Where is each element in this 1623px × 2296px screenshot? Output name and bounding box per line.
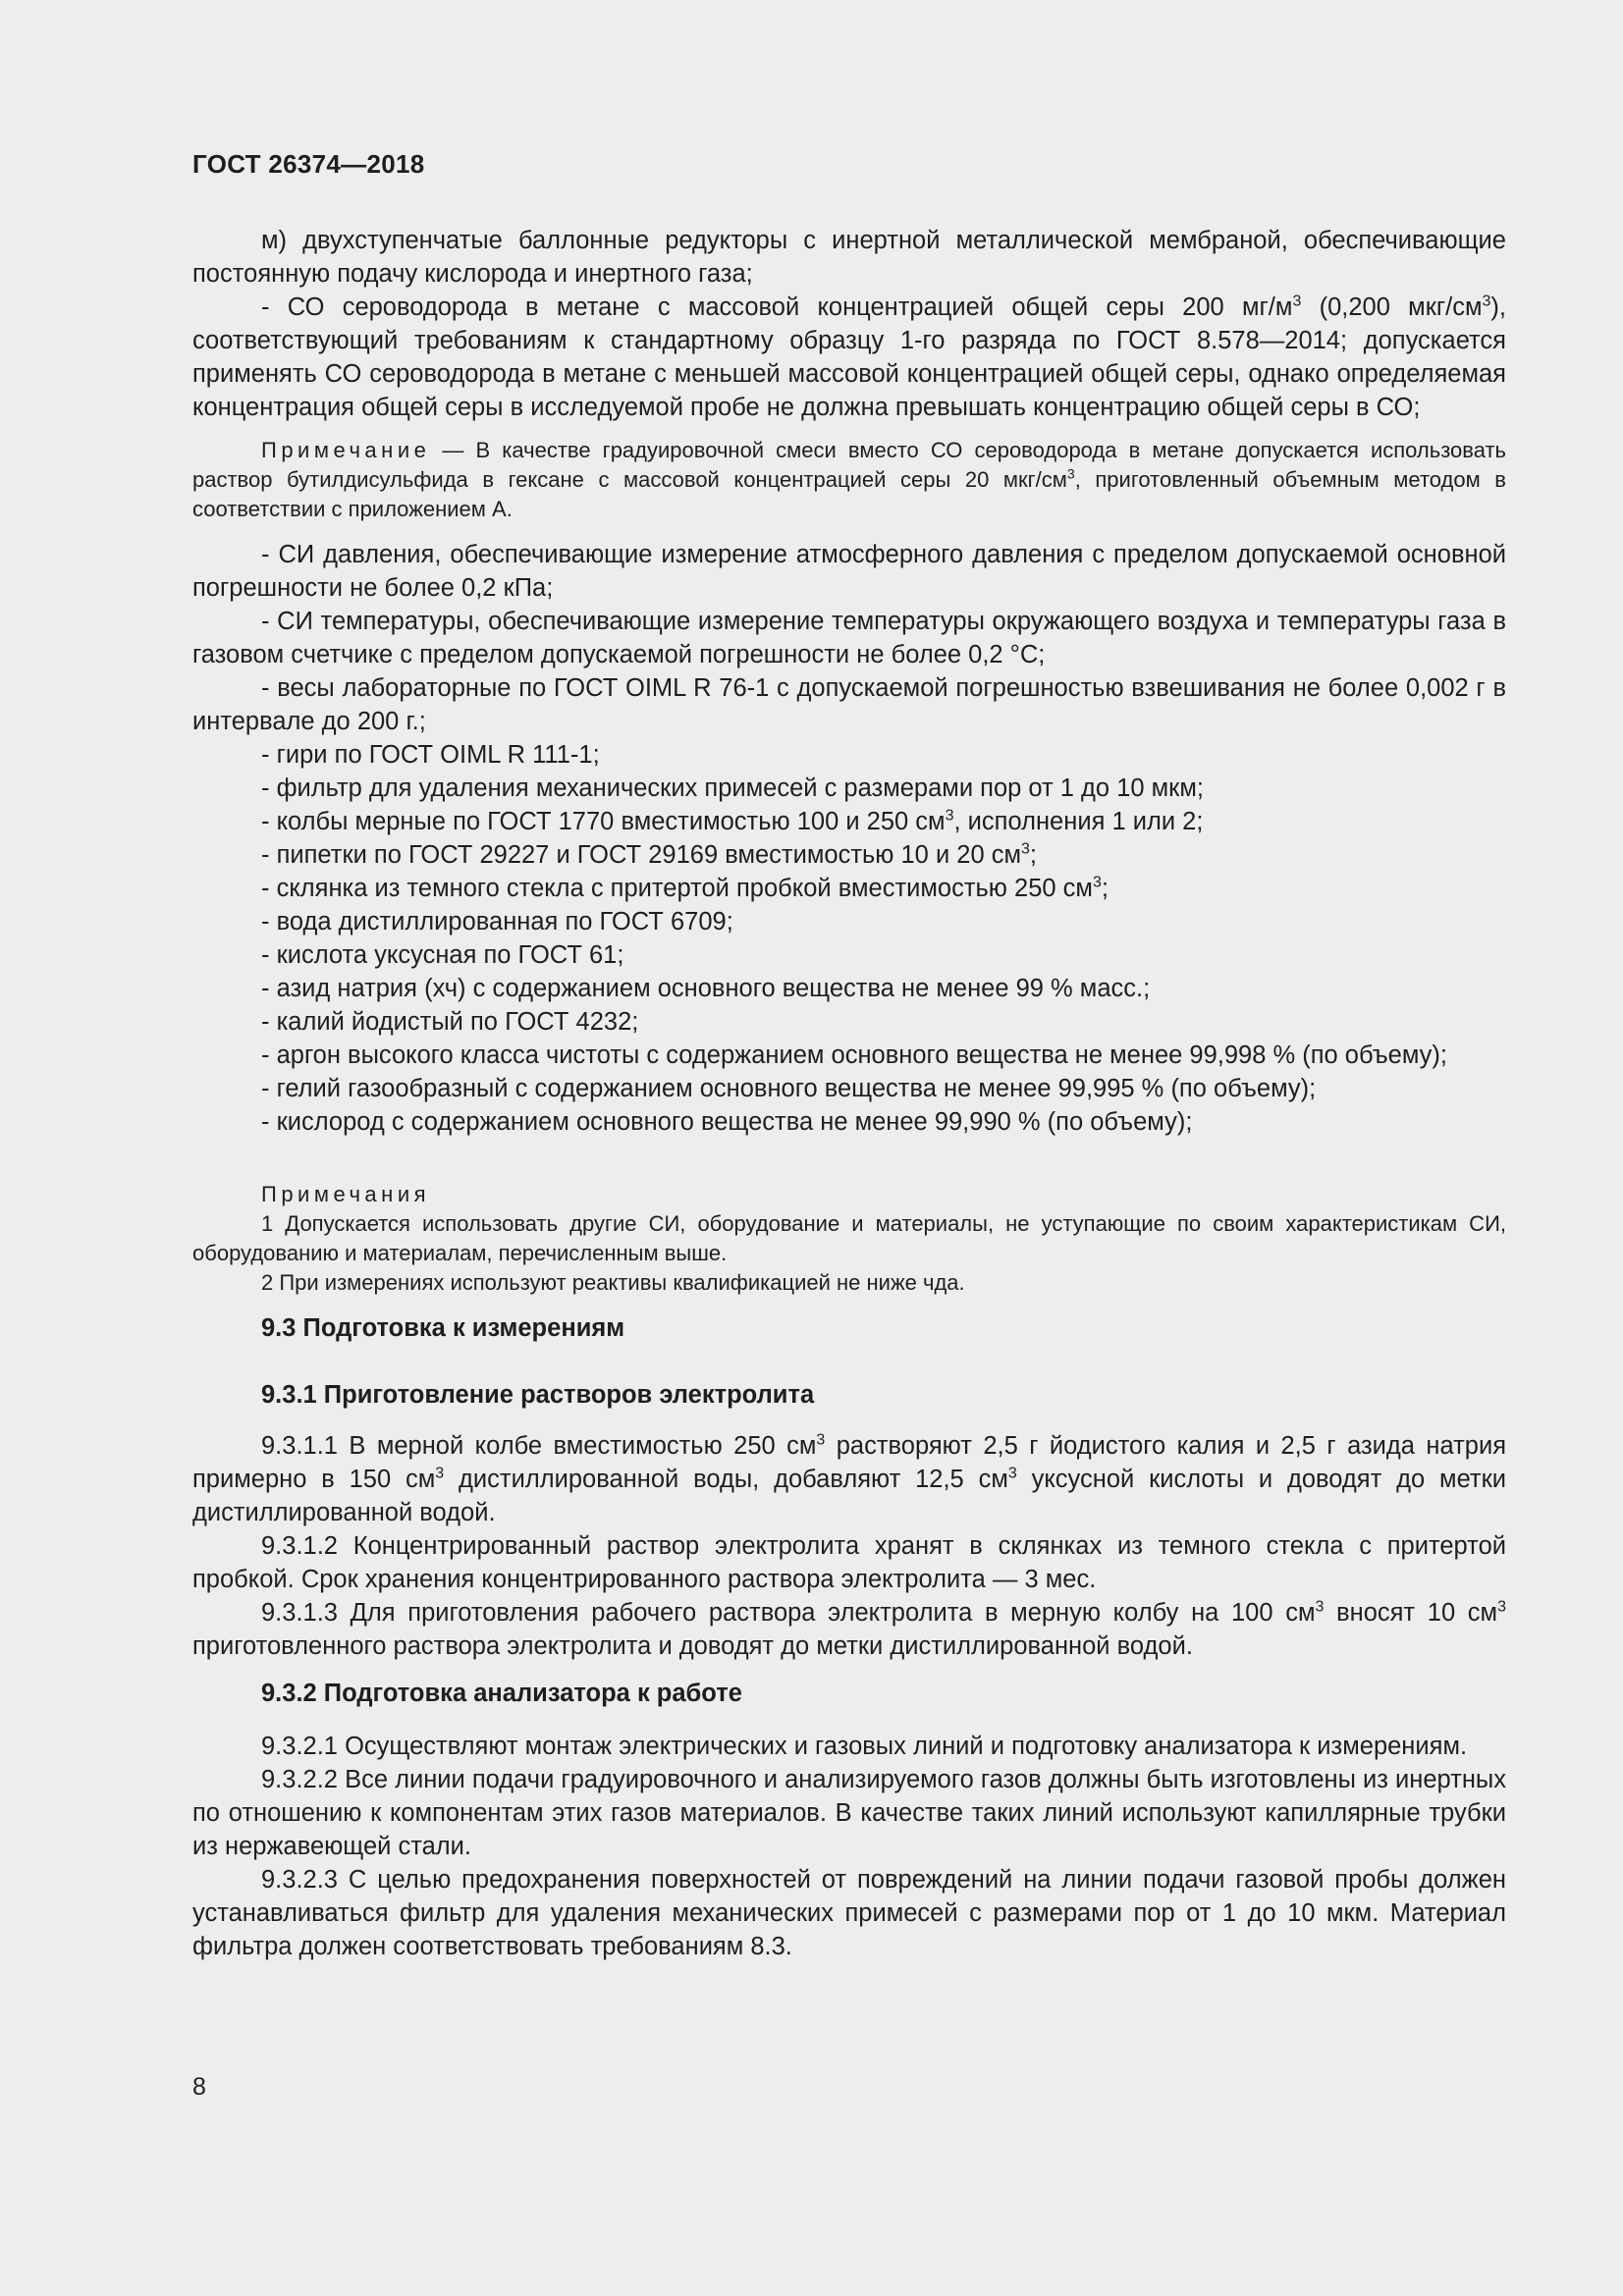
paragraph: 9.3.2.3 С целью предохранения поверхностей от повреждений на линии подачи газовой пробы должен устанавливаться фильтр для удаления механических примесей с размерами пор от 1 до 10 мкм. Материал фильтра должен соответствовать требованиям 8.3. bbox=[192, 1866, 1506, 1960]
paragraph: 9.3.1.3 Для приготовления рабочего раствора электролита в мерную колбу на 100 $см^3$ вносят 10 $см^3$ приготовленного раствора электролита и доводят до метки дистиллированной водой. bbox=[192, 1598, 1506, 1660]
list-item: - весы лабораторные по ГОСТ OIML R 76-1 с допускаемой погрешностью взвешивания не более 0,002 г в интервале до 200 г.; bbox=[192, 674, 1506, 735]
list-item: - гири по ГОСТ OIML R 111-1; bbox=[261, 741, 600, 769]
list-item: - вода дистиллированная по ГОСТ 6709; bbox=[261, 908, 733, 935]
paragraph: 9.3.1.2 Концентрированный раствор электролита хранят в склянках из темного стекла с притертой пробкой. Срок хранения концентрированного раствора электролита — 3 мес. bbox=[192, 1532, 1506, 1593]
list-item: - кислота уксусная по ГОСТ 61; bbox=[261, 941, 624, 969]
list-item: - фильтр для удаления механических примесей с размерами пор от 1 до 10 мкм; bbox=[261, 774, 1204, 802]
note-item: 1 Допускается использовать другие СИ, оборудование и материалы, не уступающие по своим характеристикам СИ, оборудованию и материалам, перечисленным выше. bbox=[192, 1211, 1506, 1265]
paragraph: м) двухступенчатые баллонные редукторы с инертной металлической мембраной, обеспечивающие постоянную подачу кислорода и инертного газа; bbox=[192, 227, 1506, 288]
note-block: Примечание — В качестве градуировочной смеси вместо СО сероводорода в метане допускается использовать раствор бутилдисульфида в гексане с массовой концентрацией серы 20 мкг/$см^3$, приготовленный объемным методом в соответствии с приложением А. bbox=[192, 438, 1506, 521]
document-header: ГОСТ 26374—2018 bbox=[192, 149, 425, 179]
notes-title: Примечания bbox=[261, 1182, 431, 1206]
list-item: - пипетки по ГОСТ 29227 и ГОСТ 29169 вместимостью 10 и 20 $см^3$; bbox=[261, 840, 1038, 869]
section-heading-9-3-1: 9.3.1 Приготовление растворов электролита bbox=[261, 1381, 815, 1409]
list-item: - азид натрия (хч) с содержанием основного вещества не менее 99 % масс.; bbox=[261, 975, 1151, 1002]
list-item: - колбы мерные по ГОСТ 1770 вместимостью 100 и 250 $см^3$, исполнения 1 или 2; bbox=[261, 807, 1204, 835]
paragraph: 9.3.2.1 Осуществляют монтаж электрических и газовых линий и подготовку анализатора к измерениям. bbox=[261, 1733, 1468, 1760]
page-number: 8 bbox=[192, 2073, 206, 2101]
list-item: - СИ температуры, обеспечивающие измерение температуры окружающего воздуха и температуры газа в газовом счетчике с пределом допускаемой погрешности не более 0,2 °С; bbox=[192, 608, 1506, 668]
section-heading-9-3-2: 9.3.2 Подготовка анализатора к работе bbox=[261, 1680, 742, 1707]
paragraph: - СО сероводорода в метане с массовой концентрацией общей серы 200 $мг/м^3$ (0,200 мкг/$см^3$), соответствующий требованиям к стандартному образцу 1-го разряда по ГОСТ 8.578—2014; допускается применять СО сероводорода в метане с меньшей массовой концентрацией общей серы, однако определяемая концентрация общей серы в исследуемой пробе не должна превышать концентрацию общей серы в СО; bbox=[192, 293, 1506, 421]
note-label: Примечание bbox=[261, 438, 431, 462]
list-item: - гелий газообразный с содержанием основного вещества не менее 99,995 % (по объему); bbox=[261, 1075, 1317, 1102]
page-content bbox=[192, 224, 1506, 1963]
section-heading-9-3: 9.3 Подготовка к измерениям bbox=[261, 1314, 625, 1342]
list-item: - калий йодистый по ГОСТ 4232; bbox=[261, 1008, 639, 1036]
list-item: - склянка из темного стекла с притертой пробкой вместимостью 250 $см^3$; bbox=[261, 874, 1109, 902]
paragraph: 9.3.1.1 В мерной колбе вместимостью 250 $см^3$ растворяют 2,5 г йодистого калия и 2,5 г азида натрия примерно в 150 $см^3$ дистиллированной воды, добавляют 12,5 $см^3$ уксусной кислоты и доводят до метки дистиллированной водой. bbox=[192, 1431, 1506, 1526]
list-item: - аргон высокого класса чистоты с содержанием основного вещества не менее 99,998 % (по объему); bbox=[261, 1041, 1448, 1069]
note-item: 2 При измерениях используют реактивы квалификацией не ниже чда. bbox=[261, 1270, 965, 1295]
paragraph: 9.3.2.2 Все линии подачи градуировочного и анализируемого газов должны быть изготовлены из инертных по отношению к компонентам этих газов материалов. В качестве таких линий используют капиллярные трубки из нержавеющей стали. bbox=[192, 1766, 1507, 1860]
list-item: - кислород с содержанием основного вещества не менее 99,990 % (по объему); bbox=[261, 1108, 1193, 1136]
list-item: - СИ давления, обеспечивающие измерение атмосферного давления с пределом допускаемой основной погрешности не более 0,2 кПа; bbox=[192, 541, 1506, 602]
